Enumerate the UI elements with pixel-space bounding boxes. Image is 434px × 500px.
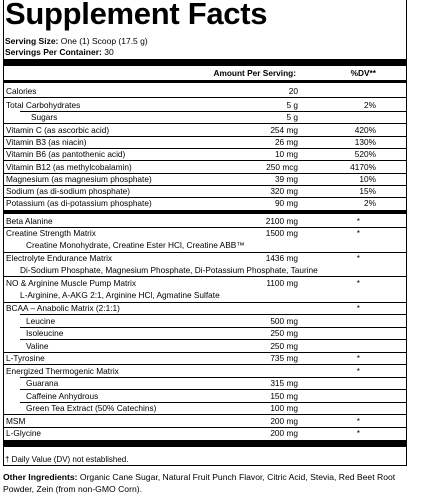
ingredient-amount: 1500 mg xyxy=(265,228,298,238)
ingredient-amount: 150 mg xyxy=(270,391,298,401)
ingredient-amount: 500 mg xyxy=(270,316,298,326)
ingredient-subrow xyxy=(4,240,406,251)
row-divider xyxy=(20,314,406,315)
nutrient-amount: 39 mg xyxy=(274,174,298,184)
row-divider xyxy=(4,123,406,124)
dv-header: %DV** xyxy=(350,68,376,78)
ingredient-amount: 250 mg xyxy=(270,328,298,338)
ingredient-components: L-Arginine, A-AKG 2:1, Arginine HCl, Agmatine Sulfate xyxy=(20,290,220,300)
ingredient-name: Electrolyte Endurance Matrix xyxy=(6,253,113,263)
ingredient-row xyxy=(4,353,406,364)
servings-per-container xyxy=(5,47,114,57)
nutrient-row xyxy=(4,162,406,173)
ingredient-row xyxy=(4,428,406,439)
ingredient-dv: * xyxy=(356,278,360,288)
ingredient-name: MSM xyxy=(6,416,26,426)
daily-value-footnote: † Daily Value (DV) not established. xyxy=(5,455,129,464)
ingredient-components: Di-Sodium Phosphate, Magnesium Phosphate, Di-Potassium Phosphate, Taurine xyxy=(20,265,318,275)
ingredient-name: L-Glycine xyxy=(6,428,42,438)
nutrient-row xyxy=(4,86,406,97)
ingredient-name: Energized Thermogenic Matrix xyxy=(6,366,119,376)
other-ingredients-text: Organic Cane Sugar, Natural Fruit Punch Flavor, Citric Acid, Stevia, Red Beet Root Powder, Zein (from non-GMO Corn). xyxy=(3,472,396,494)
nutrient-amount: 10 mg xyxy=(274,149,298,159)
amount-header: Amount Per Serving: xyxy=(213,68,296,78)
nutrient-dv: 420% xyxy=(354,125,376,135)
ingredient-name: Beta Alanine xyxy=(6,216,53,226)
nutrient-dv: 4170% xyxy=(350,162,376,172)
ingredient-subrow xyxy=(4,403,406,414)
nutrient-row xyxy=(4,125,406,136)
thick-divider xyxy=(4,59,406,66)
ingredient-dv: * xyxy=(356,353,360,363)
ingredient-name: Caffeine Anhydrous xyxy=(26,391,99,401)
nutrient-dv: 520% xyxy=(354,149,376,159)
row-divider xyxy=(20,339,406,340)
ingredient-dv: * xyxy=(356,428,360,438)
ingredient-subrow xyxy=(4,290,406,301)
nutrient-amount: 90 mg xyxy=(274,198,298,208)
ingredient-dv: * xyxy=(356,303,360,313)
nutrient-row xyxy=(4,186,406,197)
nutrient-name: Vitamin C (as ascorbic acid) xyxy=(6,125,110,135)
row-divider xyxy=(4,414,406,415)
ingredient-subrow xyxy=(4,265,406,276)
ingredient-amount: 735 mg xyxy=(270,353,298,363)
ingredient-dv: * xyxy=(356,366,360,376)
nutrient-amount: 5 g xyxy=(286,100,298,110)
nutrient-row xyxy=(4,149,406,160)
ingredient-row xyxy=(4,216,406,227)
ingredient-dv: * xyxy=(356,416,360,426)
ingredient-amount: 1436 mg xyxy=(265,253,298,263)
ingredient-amount: 2100 mg xyxy=(265,216,298,226)
ingredient-name: NO & Arginine Muscle Pump Matrix xyxy=(6,278,137,288)
ingredient-row xyxy=(4,303,406,314)
serving-size-value: One (1) Scoop (17.5 g) xyxy=(60,36,148,46)
nutrient-amount: 320 mg xyxy=(270,186,298,196)
nutrient-dv: 15% xyxy=(359,186,376,196)
panel-title: Supplement Facts xyxy=(5,0,268,31)
ingredient-row xyxy=(4,366,406,377)
nutrient-amount: 250 mcg xyxy=(266,162,298,172)
ingredient-name: BCAA – Anabolic Matrix (2:1:1) xyxy=(6,303,120,313)
ingredient-row xyxy=(4,228,406,239)
ingredient-row xyxy=(4,253,406,264)
servings-per-container-label: Servings Per Container: xyxy=(5,47,102,57)
nutrient-dv: 130% xyxy=(354,137,376,147)
medium-divider xyxy=(4,210,406,214)
nutrient-row xyxy=(4,100,406,111)
row-divider xyxy=(4,364,406,365)
ingredient-components: Creatine Monohydrate, Creatine Ester HCl, Creatine ABB™ xyxy=(26,240,245,250)
nutrient-name: Calories xyxy=(6,86,37,96)
ingredient-name: Leucine xyxy=(26,316,56,326)
thick-divider xyxy=(4,440,406,447)
other-ingredients xyxy=(3,471,423,495)
column-header xyxy=(4,68,406,79)
ingredient-amount: 200 mg xyxy=(270,416,298,426)
ingredient-amount: 100 mg xyxy=(270,403,298,413)
nutrient-name: Total Carbohydrates xyxy=(6,100,81,110)
nutrient-amount: 5 g xyxy=(286,112,298,122)
nutrient-dv: 2% xyxy=(364,198,376,208)
servings-per-container-value: 30 xyxy=(104,47,114,57)
nutrient-amount: 26 mg xyxy=(274,137,298,147)
nutrient-row xyxy=(4,174,406,185)
nutrient-name: Magnesium (as magnesium phosphate) xyxy=(6,174,152,184)
ingredient-amount: 250 mg xyxy=(270,341,298,351)
nutrient-name: Sodium (as di-sodium phosphate) xyxy=(6,186,131,196)
ingredient-subrow xyxy=(4,391,406,402)
ingredient-dv: * xyxy=(356,228,360,238)
nutrient-name: Potassium (as di-potassium phosphate) xyxy=(6,198,152,208)
nutrient-name: Vitamin B6 (as pantothenic acid) xyxy=(6,149,126,159)
ingredient-subrow xyxy=(4,328,406,339)
ingredient-name: Green Tea Extract (50% Catechins) xyxy=(26,403,157,413)
ingredient-subrow xyxy=(4,378,406,389)
nutrient-amount: 254 mg xyxy=(270,125,298,135)
nutrient-row xyxy=(4,112,406,123)
nutrient-dv: 2% xyxy=(364,100,376,110)
ingredient-name: Guarana xyxy=(26,378,59,388)
ingredient-row xyxy=(4,278,406,289)
ingredient-dv: * xyxy=(356,216,360,226)
medium-divider xyxy=(4,80,406,83)
serving-size-label: Serving Size: xyxy=(5,36,59,46)
row-divider xyxy=(4,97,406,98)
ingredient-amount: 1100 mg xyxy=(266,278,298,288)
other-ingredients-label: Other Ingredients: xyxy=(3,472,78,482)
ingredient-name: Isoleucine xyxy=(26,328,64,338)
nutrient-row xyxy=(4,137,406,148)
nutrient-name: Vitamin B3 (as niacin) xyxy=(6,137,87,147)
ingredient-row xyxy=(4,416,406,427)
ingredient-amount: 315 mg xyxy=(270,378,298,388)
ingredient-subrow xyxy=(4,341,406,352)
ingredient-name: Valine xyxy=(26,341,49,351)
row-divider xyxy=(4,276,406,277)
nutrient-row xyxy=(4,198,406,209)
serving-size xyxy=(5,36,148,46)
ingredient-amount: 200 mg xyxy=(270,428,298,438)
row-divider xyxy=(4,160,406,161)
ingredient-name: Creatine Strength Matrix xyxy=(6,228,96,238)
row-divider xyxy=(20,389,406,390)
ingredient-dv: * xyxy=(356,253,360,263)
ingredient-name: L-Tyrosine xyxy=(6,353,45,363)
nutrient-name: Sugars xyxy=(31,112,58,122)
nutrient-amount: 20 xyxy=(288,86,298,96)
ingredient-subrow xyxy=(4,316,406,327)
nutrient-dv: 10% xyxy=(359,174,376,184)
nutrient-name: Vitamin B12 (as methylcobalamin) xyxy=(6,162,132,172)
